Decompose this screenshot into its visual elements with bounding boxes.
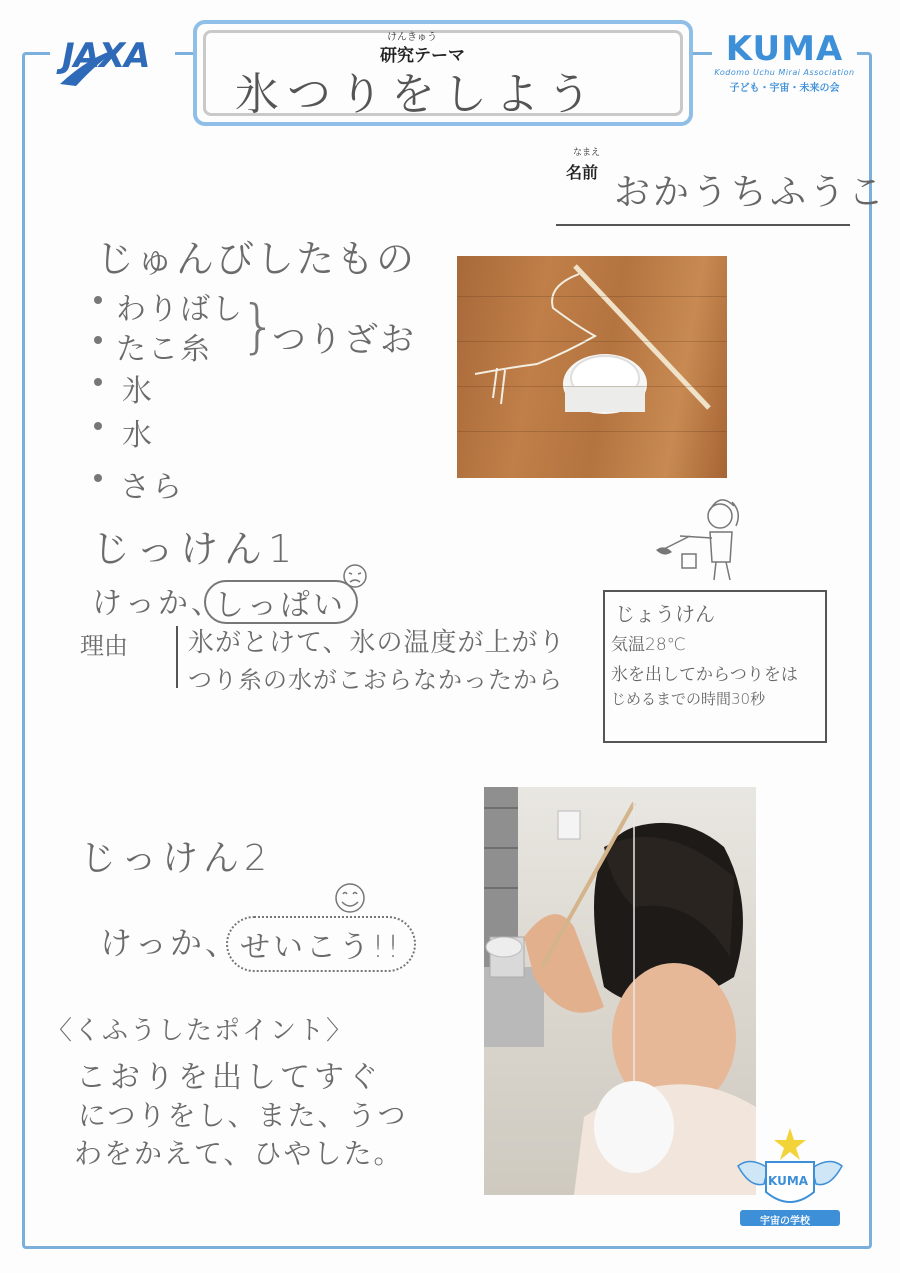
preparation-heading: じゅんびしたもの	[96, 237, 417, 281]
jaxa-logo	[50, 26, 175, 94]
prep-item-water: 水	[122, 418, 154, 453]
bullet-icon	[94, 336, 102, 344]
name-label: 名前	[566, 163, 599, 182]
points-line1: こおりを出してすぐ	[76, 1060, 382, 1095]
name-underline	[556, 224, 850, 226]
experiment2-result-label: けっか、	[100, 924, 241, 962]
bullet-icon	[94, 378, 102, 386]
theme-label: 研究テーマ	[380, 46, 465, 66]
theme-title: 氷つりをしよう	[235, 69, 599, 120]
kuma-english: Kodomo Uchu Mirai Association	[714, 68, 855, 77]
materials-illustration	[457, 256, 727, 478]
name-value: おかうちふうこ	[614, 172, 888, 213]
kuma-japanese: 子ども・宇宙・未来の会	[729, 83, 840, 94]
conditions-line1: 気温28℃	[611, 635, 686, 655]
prep-brace-label: つりざお	[272, 320, 416, 360]
kuma-wordmark: KUMA	[725, 29, 844, 69]
theme-ruby: けんきゅう	[387, 32, 437, 43]
theme-box	[193, 20, 693, 126]
bullet-icon	[94, 296, 102, 304]
kuma-school-badge	[730, 1126, 850, 1231]
reason-bar	[176, 626, 178, 688]
bullet-icon	[94, 422, 102, 430]
experiment1-heading: じっけん1	[92, 527, 299, 571]
conditions-line2: 氷を出してからつりをは	[611, 665, 798, 685]
brace-icon: }	[240, 292, 277, 360]
points-heading: 〈くふうしたポイント〉	[46, 1016, 355, 1046]
reason-label: 理由	[80, 632, 128, 660]
conditions-line3: じめるまでの時間30秒	[611, 690, 766, 708]
points-line3: わをかえて、ひやした。	[74, 1137, 404, 1170]
girl-fishing-illustration	[484, 787, 756, 1195]
points-line2: につりをし、また、うつ	[78, 1099, 408, 1132]
bullet-icon	[94, 474, 102, 482]
reason-line2: つり糸の水がこおらなかったから	[188, 666, 563, 694]
kuma-logo	[712, 26, 857, 106]
prep-item-ice: 氷	[122, 374, 154, 409]
experiment1-result-label: けっか、	[92, 586, 224, 621]
name-ruby: なまえ	[573, 148, 601, 158]
conditions-heading: じょうけん	[615, 602, 715, 626]
experiment2-result-value: せいこう!!	[240, 930, 403, 965]
girl-doodle-icon	[650, 492, 750, 587]
prep-item-plate: さら	[120, 470, 184, 505]
prep-item-string: たこ糸	[116, 332, 212, 367]
happy-face-icon	[330, 880, 370, 916]
prep-item-chopsticks: わりばし	[116, 292, 244, 327]
badge-wordmark: KUMA	[768, 1174, 809, 1188]
experiment2-heading: じっけん2	[80, 838, 272, 879]
badge-caption: 宇宙の学校	[760, 1216, 810, 1227]
jaxa-wordmark: JAXA	[62, 36, 150, 76]
photo-girl-fishing	[484, 787, 756, 1195]
experiment1-result-value: しっぱい	[214, 588, 346, 623]
reason-line1: 氷がとけて、氷の温度が上がり	[188, 628, 566, 658]
photo-materials	[457, 256, 727, 478]
conditions-box	[603, 590, 827, 743]
